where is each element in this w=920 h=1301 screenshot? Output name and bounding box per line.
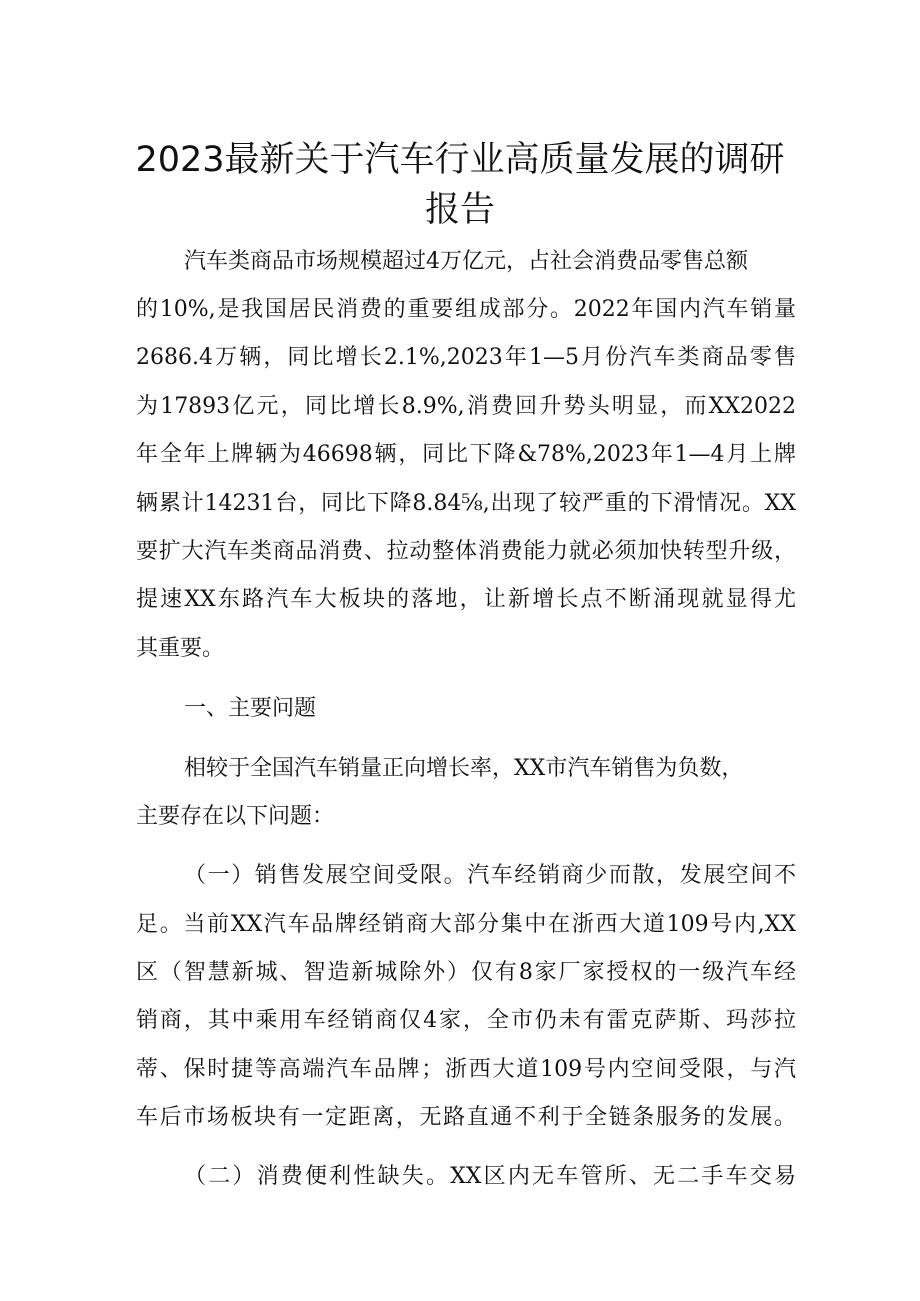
paragraph-1-line-4: 为17893亿元，同比增长8.9%,消费回升势头明显，而XX2022 [136, 394, 796, 419]
paragraph-2-line-2: 主要存在以下问题： [136, 804, 335, 829]
paragraph-3-line-5: 蒂、保时捷等高端汽车品牌；浙西大道109号内空间受限，与汽 [136, 1057, 796, 1082]
section-heading: 一、主要问题 [184, 696, 317, 721]
document-title-line-2: 报告 [424, 190, 495, 230]
paragraph-4-line-1: （二）消费便利性缺失。XX区内无车管所、无二手车交易 [184, 1164, 796, 1189]
paragraph-2-line-1: 相较于全国汽车销量正向增长率，XX市汽车销售为负数， [184, 756, 744, 781]
paragraph-3-line-1: （一）销售发展空间受限。汽车经销商少而散，发展空间不 [184, 863, 796, 888]
paragraph-1-line-2: 的10%,是我国居民消费的重要组成部分。2022年国内汽车销量 [136, 297, 796, 322]
paragraph-3-line-2: 足。当前XX汽车品牌经销商大部分集中在浙西大道109号内,XX [136, 912, 796, 937]
paragraph-1-line-5: 年全年上牌辆为46698辆，同比下降&78%,2023年1—4月上牌 [136, 442, 796, 467]
paragraph-1-line-3: 2686.4万辆，同比增长2.1%,2023年1—5月份汽车类商品零售 [136, 345, 796, 370]
paragraph-3-line-3: 区（智慧新城、智造新城除外）仅有8家厂家授权的一级汽车经 [136, 960, 796, 985]
paragraph-1-line-1: 汽车类商品市场规模超过4万亿元，占社会消费品零售总额 [184, 249, 748, 274]
paragraph-1-line-8: 提速XX东路汽车大板块的落地，让新增长点不断涌现就显得尤 [136, 587, 796, 612]
document-title-line-1: 2023最新关于汽车行业高质量发展的调研 [135, 140, 785, 180]
paragraph-1-line-6: 辆累计14231台，同比下降8.84⅝,出现了较严重的下滑情况。XX [136, 491, 796, 516]
paragraph-3-line-4: 销商，其中乘用车经销商仅4家，全市仍未有雷克萨斯、玛莎拉 [136, 1008, 796, 1033]
paragraph-3-line-6: 车后市场板块有一定距离，无路直通不利于全链条服务的发展。 [136, 1105, 796, 1130]
paragraph-1-line-9: 其重要。 [136, 636, 225, 661]
paragraph-1-line-7: 要扩大汽车类商品消费、拉动整体消费能力就必须加快转型升级， [136, 539, 796, 564]
